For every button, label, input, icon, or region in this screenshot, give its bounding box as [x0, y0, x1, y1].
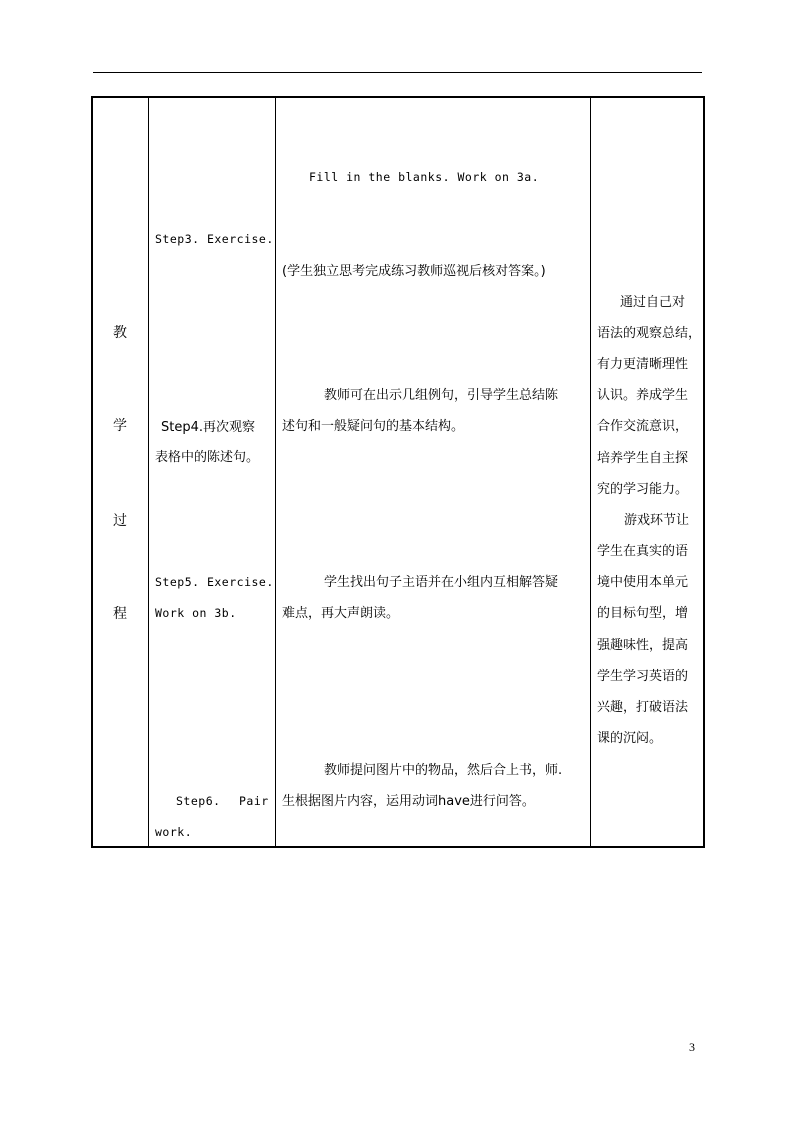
phase-char-3: 过	[113, 513, 127, 529]
phase-char-2: 学	[113, 418, 127, 434]
purpose-line-13: 学生学习英语的	[597, 669, 689, 684]
step6-label-line2: work.	[155, 825, 193, 839]
column-divider-2	[275, 98, 276, 846]
activity3-line1: Fill in the blanks. Work on 3a.	[309, 170, 540, 184]
step5-label-line2: Work on 3b.	[155, 606, 237, 620]
header-rule	[93, 72, 702, 73]
purpose-line-5: 合作交流意识，	[597, 419, 689, 434]
step4-label-line2: 表格中的陈述句。	[155, 450, 260, 465]
step5-label-line1: Step5. Exercise.	[155, 575, 274, 589]
column-divider-3	[590, 98, 591, 846]
purpose-line-3: 有力更清晰理性	[597, 357, 689, 372]
step6-label-line1a: Step6.	[176, 794, 221, 808]
column-divider-1	[148, 98, 149, 846]
step6-label-line1b: Pair	[239, 794, 269, 808]
purpose-line-12: 强趣味性，提高	[597, 638, 689, 653]
step4-label-line1: Step4.再次观察	[161, 420, 256, 435]
purpose-line-8: 游戏环节让	[624, 513, 690, 528]
page-number: 3	[689, 1040, 695, 1054]
activity6-line2: 生根据图片内容，运用动词have进行问答。	[282, 794, 535, 809]
purpose-line-10: 境中使用本单元	[597, 575, 689, 590]
activity3-line2: (学生独立思考完成练习教师巡视后核对答案。)	[282, 264, 546, 279]
purpose-line-14: 兴趣，打破语法	[597, 700, 689, 715]
activity4-line1: 教师可在出示几组例句，引导学生总结陈	[324, 388, 559, 403]
activity5-line1: 学生找出句子主语并在小组内互相解答疑	[324, 575, 559, 590]
step3-label: Step3. Exercise.	[155, 232, 274, 246]
activity6-line1: 教师提问图片中的物品，然后合上书，师.	[324, 763, 563, 778]
purpose-line-2: 语法的观察总结，	[597, 326, 702, 341]
purpose-line-7: 究的学习能力。	[597, 482, 689, 497]
activity4-line2: 述句和一般疑问句的基本结构。	[282, 419, 465, 434]
phase-char-4: 程	[113, 606, 127, 622]
purpose-line-6: 培养学生自主探	[597, 451, 689, 466]
phase-char-1: 教	[113, 325, 127, 341]
purpose-line-1: 通过自己对	[620, 295, 686, 310]
purpose-line-9: 学生在真实的语	[597, 544, 689, 559]
purpose-line-4: 认识。养成学生	[597, 388, 689, 403]
lesson-table	[91, 96, 705, 848]
activity5-line2: 难点，再大声朗读。	[282, 606, 400, 621]
purpose-line-11: 的目标句型，增	[597, 606, 689, 621]
purpose-line-15: 课的沉闷。	[597, 731, 663, 746]
